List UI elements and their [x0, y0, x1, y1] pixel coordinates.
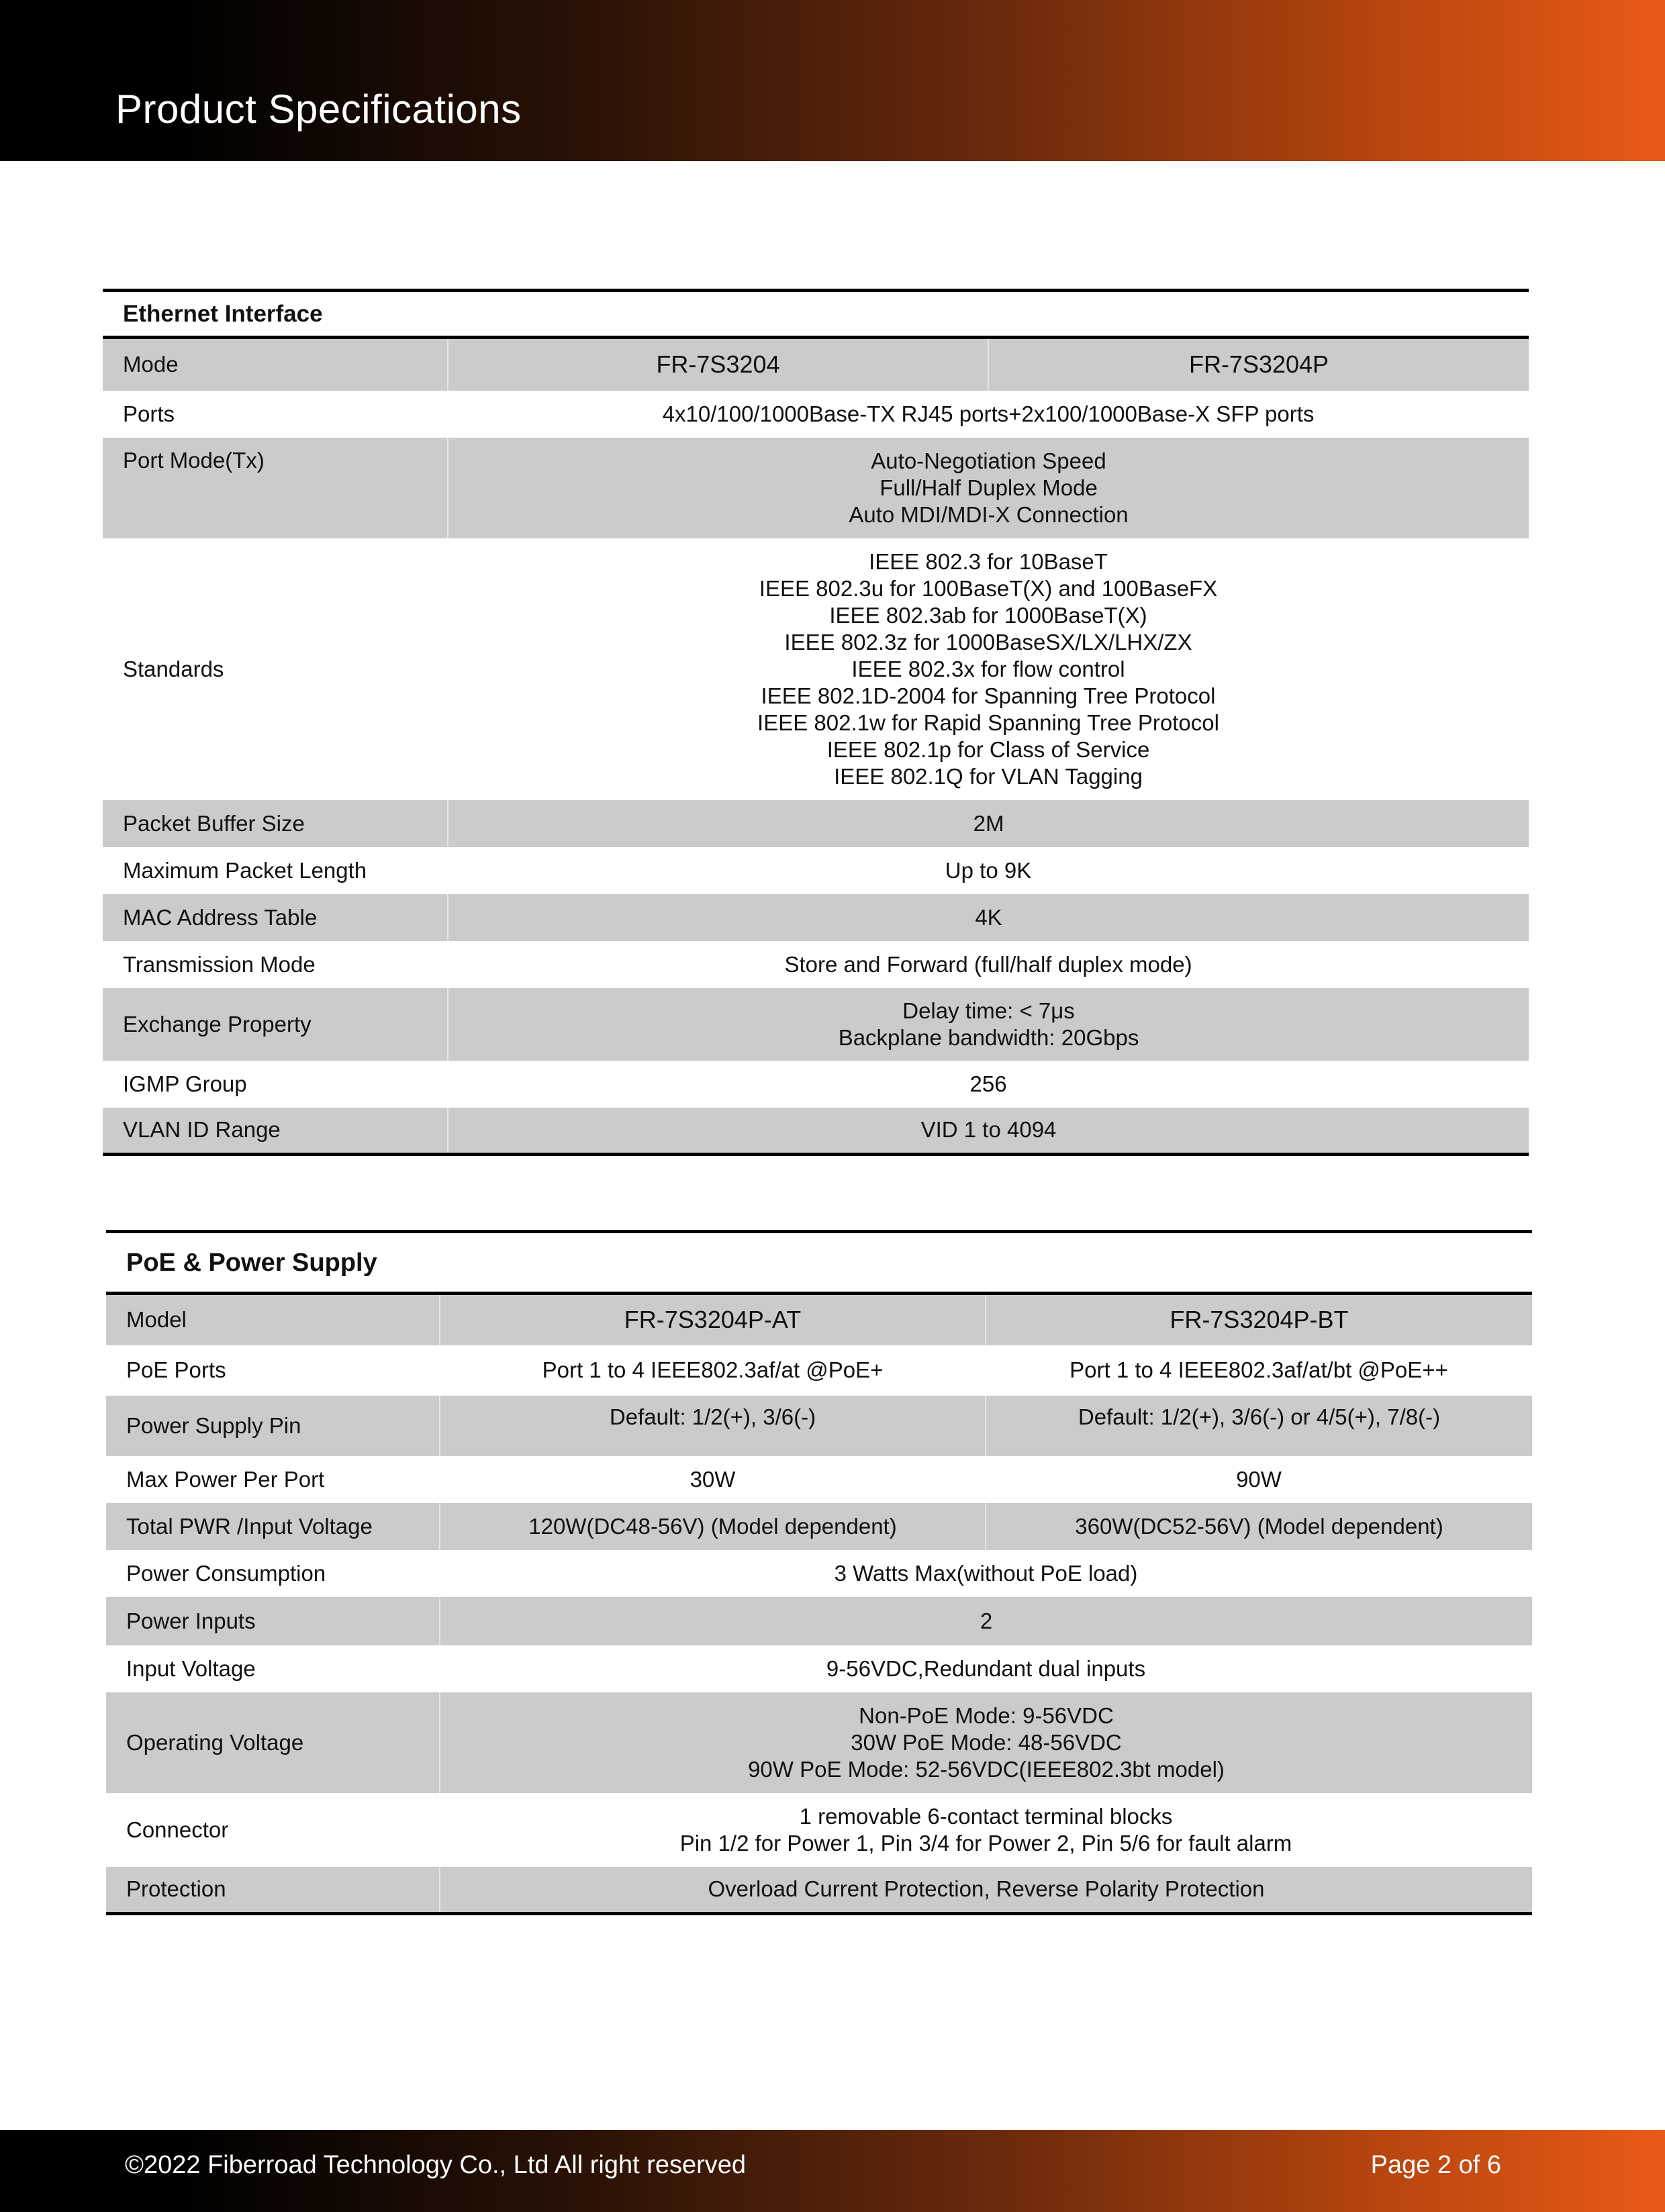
row-label: Connector — [126, 1817, 229, 1842]
table-row — [103, 800, 1529, 847]
row-label: Port Mode(Tx) — [103, 438, 448, 538]
value-line: IEEE 802.3ab for 1000BaseT(X) — [829, 602, 1147, 628]
ethernet-interface-table — [103, 289, 1529, 1156]
row-value: 2 — [440, 1597, 1532, 1645]
value-line: Auto-Negotiation Speed — [871, 448, 1106, 473]
row-value: 3 Watts Max(without PoE load) — [834, 1560, 1138, 1586]
table-row — [106, 1645, 1532, 1692]
row-value: VID 1 to 4094 — [448, 1108, 1529, 1155]
row-value: Store and Forward (full/half duplex mode) — [784, 951, 1192, 977]
value-line: Full/Half Duplex Mode — [879, 475, 1098, 500]
value-line: 30W PoE Mode: 48-56VDC — [851, 1729, 1122, 1755]
table-row — [103, 847, 1529, 894]
value-line: IEEE 802.3u for 100BaseT(X) and 100BaseFX — [759, 575, 1218, 601]
header-band — [0, 0, 1665, 161]
row-value: Up to 9K — [945, 857, 1032, 883]
value-line: Pin 1/2 for Power 1, Pin 3/4 for Power 2, Pin 5/6 for fault alarm — [679, 1830, 1292, 1856]
table-row — [103, 1061, 1529, 1108]
row-label: VLAN ID Range — [103, 1108, 448, 1155]
table-row — [106, 1396, 1532, 1456]
table-row — [106, 1345, 1532, 1396]
row-value: 360W(DC52-56V) (Model dependent) — [986, 1503, 1532, 1550]
row-value — [448, 438, 1529, 538]
row-value: 30W — [689, 1466, 736, 1492]
value-line: IEEE 802.1D-2004 for Spanning Tree Protocol — [761, 683, 1216, 708]
row-label: Mode — [103, 338, 448, 391]
table-row — [103, 438, 1529, 538]
value-line: Auto MDI/MDI-X Connection — [849, 501, 1129, 527]
row-value: 4x10/100/1000Base-TX RJ45 ports+2x100/1000Base-X SFP ports — [662, 401, 1315, 426]
row-value: 256 — [969, 1071, 1007, 1096]
table-row — [106, 1294, 1532, 1345]
value-line: Backplane bandwidth: 20Gbps — [838, 1024, 1139, 1050]
row-value: 2M — [448, 800, 1529, 847]
value-line: IEEE 802.1p for Class of Service — [826, 736, 1150, 762]
row-label: Exchange Property — [103, 988, 448, 1061]
row-label: Maximum Packet Length — [123, 857, 367, 883]
row-label: IGMP Group — [123, 1071, 247, 1096]
row-value — [440, 1793, 1532, 1867]
value-line: Delay time: < 7μs — [902, 998, 1075, 1023]
table-row — [103, 338, 1529, 391]
table-row — [106, 1793, 1532, 1867]
row-value — [448, 538, 1529, 800]
row-label: Protection — [106, 1867, 440, 1914]
value-line: 1 removable 6-contact terminal blocks — [799, 1803, 1173, 1829]
table-row — [106, 1597, 1532, 1645]
row-value: Port 1 to 4 IEEE802.3af/at/bt @PoE++ — [1069, 1357, 1448, 1382]
model-name: FR-7S3204P-BT — [986, 1294, 1532, 1345]
row-value: Default: 1/2(+), 3/6(-) or 4/5(+), 7/8(-) — [986, 1396, 1532, 1456]
page-number: Page 2 of 6 — [1370, 2151, 1501, 2179]
section-header — [103, 291, 1529, 338]
row-label: MAC Address Table — [103, 894, 448, 941]
row-label: Power Consumption — [126, 1560, 326, 1586]
row-label: Standards — [123, 656, 224, 681]
value-line: Non-PoE Mode: 9-56VDC — [859, 1702, 1114, 1728]
row-label: Ports — [123, 401, 175, 426]
table-row — [106, 1456, 1532, 1503]
row-label: Packet Buffer Size — [103, 800, 448, 847]
value-line: IEEE 802.3x for flow control — [851, 656, 1125, 681]
value-line: IEEE 802.1w for Rapid Spanning Tree Protocol — [757, 710, 1219, 735]
model-name: FR-7S3204P — [988, 338, 1529, 391]
footer-copyright: ©2022 Fiberroad Technology Co., Ltd All right reserved — [125, 2151, 747, 2179]
model-name: FR-7S3204 — [448, 338, 988, 391]
row-label: PoE Ports — [126, 1357, 226, 1382]
model-name: FR-7S3204P-AT — [440, 1294, 986, 1345]
table-row — [103, 988, 1529, 1061]
row-value — [448, 988, 1529, 1061]
row-value — [440, 1692, 1532, 1793]
row-label: Max Power Per Port — [126, 1466, 325, 1492]
section-title: Ethernet Interface — [103, 291, 1529, 338]
poe-power-supply-table — [106, 1230, 1532, 1915]
row-label: Transmission Mode — [123, 951, 316, 977]
row-label: Input Voltage — [126, 1655, 256, 1681]
section-header — [106, 1232, 1532, 1294]
row-label: Operating Voltage — [106, 1692, 440, 1793]
value-line: IEEE 802.1Q for VLAN Tagging — [834, 763, 1143, 789]
table-row — [106, 1692, 1532, 1793]
row-value: 4K — [448, 894, 1529, 941]
row-value: 9-56VDC,Redundant dual inputs — [826, 1655, 1146, 1681]
value-line: IEEE 802.3z for 1000BaseSX/LX/LHX/ZX — [784, 629, 1192, 655]
row-label: Power Inputs — [106, 1597, 440, 1645]
row-value: 90W — [1236, 1466, 1282, 1492]
table-row — [103, 894, 1529, 941]
page-title: Product Specifications — [115, 87, 522, 132]
row-label: Total PWR /Input Voltage — [106, 1503, 440, 1550]
row-value: Default: 1/2(+), 3/6(-) — [440, 1396, 986, 1456]
table-row — [103, 941, 1529, 988]
section-title: PoE & Power Supply — [106, 1232, 1532, 1294]
table-row — [106, 1550, 1532, 1597]
row-label: Model — [106, 1294, 440, 1345]
value-line: 90W PoE Mode: 52-56VDC(IEEE802.3bt model) — [748, 1756, 1225, 1782]
table-row — [103, 391, 1529, 438]
row-value: 120W(DC48-56V) (Model dependent) — [440, 1503, 986, 1550]
row-value: Port 1 to 4 IEEE802.3af/at @PoE+ — [542, 1357, 884, 1382]
table-row — [106, 1867, 1532, 1914]
value-line: IEEE 802.3 for 10BaseT — [869, 548, 1108, 574]
table-row — [106, 1503, 1532, 1550]
table-row — [103, 1108, 1529, 1155]
row-label: Power Supply Pin — [106, 1396, 440, 1456]
table-row — [103, 538, 1529, 800]
row-value: Overload Current Protection, Reverse Polarity Protection — [440, 1867, 1532, 1914]
